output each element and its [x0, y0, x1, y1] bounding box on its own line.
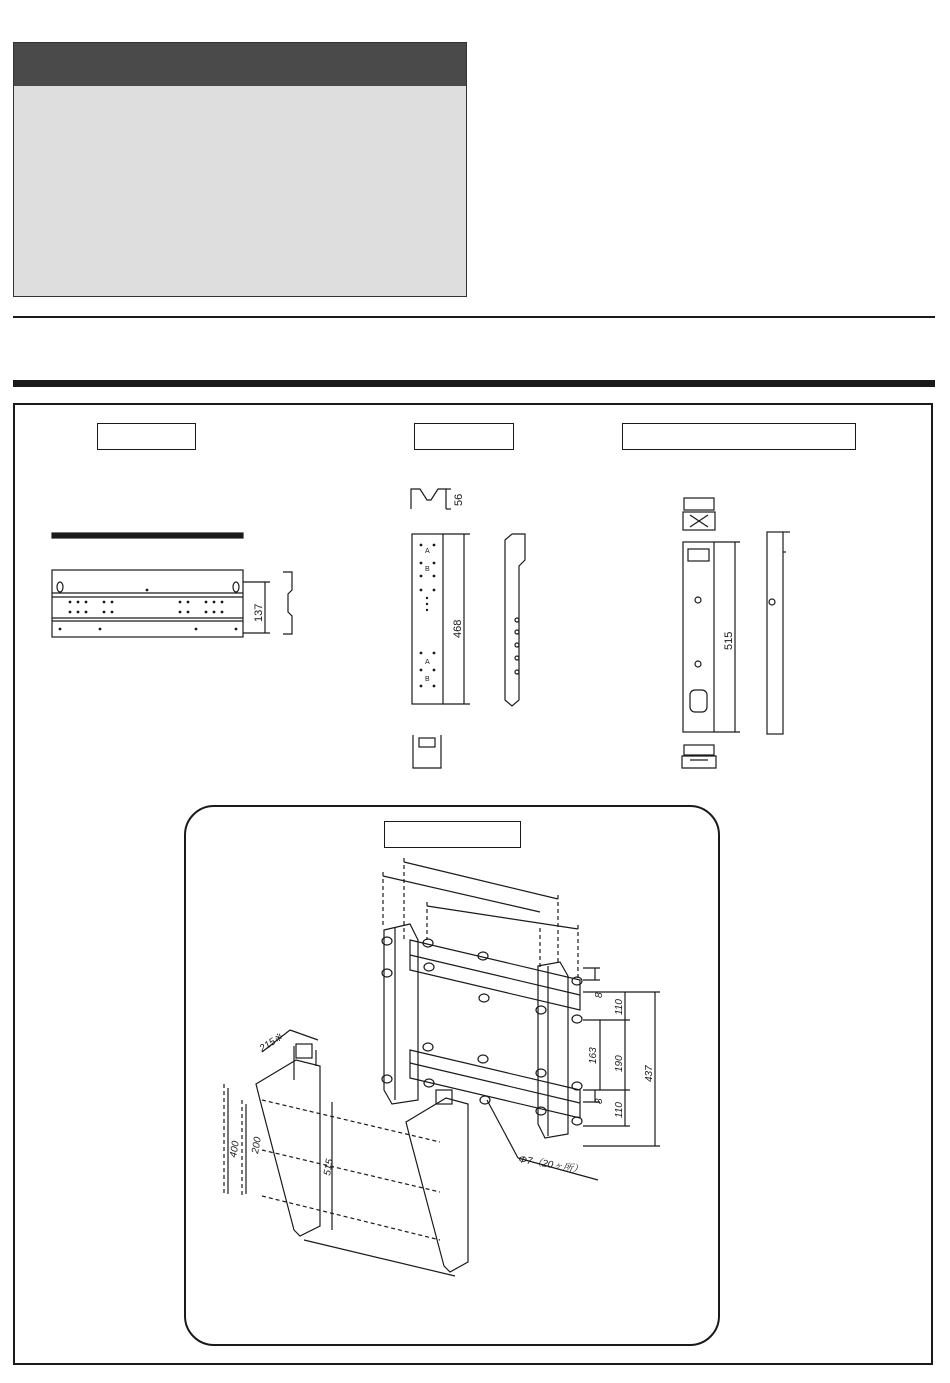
wall-plate-side-view	[283, 572, 292, 634]
assembly-top-dimensions	[383, 862, 578, 929]
assembly-left-bracket	[256, 1044, 320, 1236]
arm-bottom-view	[413, 735, 441, 768]
assembly-left-arm	[384, 924, 418, 1104]
dim-asm-437: 437	[644, 1065, 655, 1082]
arm-letter-a1: A	[425, 548, 430, 555]
assembly-bracket-dimensions	[228, 1030, 455, 1276]
wall-plate-holes	[59, 589, 238, 631]
dim-arm-length: 468	[452, 619, 464, 638]
arm-side-view	[505, 534, 525, 706]
dim-asm-8-bottom: 8	[594, 1098, 605, 1104]
arm-letter-a2: A	[425, 659, 430, 666]
wall-plate-top-view	[52, 533, 243, 538]
dim-bracket-length: 515	[723, 631, 735, 650]
bracket-side-view	[767, 532, 790, 734]
dim-asm-190: 190	[614, 1055, 625, 1072]
dim-asm-215: 215※	[257, 1031, 285, 1055]
bracket-top-view	[683, 498, 715, 530]
arm-letter-b2: B	[425, 676, 430, 683]
assembly-right-bracket	[406, 1090, 468, 1272]
wall-plate-front-view	[52, 570, 243, 637]
bracket-bottom-view	[682, 745, 716, 768]
arm-front-view	[412, 534, 470, 704]
dim-asm-200: 200	[250, 1136, 264, 1155]
dim-asm-110-bottom: 110	[614, 1102, 625, 1118]
dim-arm-top: 56	[453, 493, 465, 506]
hole-note: Φ7（20ヶ所）	[517, 1154, 584, 1177]
arm-letter-b1: B	[425, 566, 430, 573]
dim-asm-400: 400	[228, 1140, 242, 1159]
dim-asm-515: 515	[322, 1158, 336, 1177]
dim-asm-163: 163	[588, 1047, 599, 1064]
dim-plate-height: 137	[253, 603, 265, 622]
dim-asm-8-top: 8	[594, 992, 605, 998]
arm-top-view	[411, 489, 451, 509]
dim-asm-110-top: 110	[614, 999, 625, 1015]
